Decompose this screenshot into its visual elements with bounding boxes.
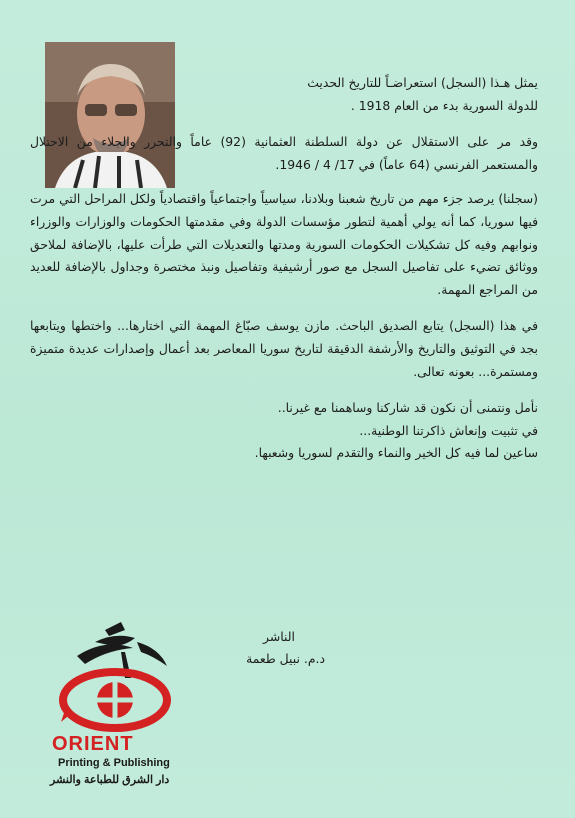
closing-line-1: نأمل ونتمنى أن نكون قد شاركنا وساهمنا مع غيرنا.. xyxy=(277,400,538,416)
intro-line-1: يمثل هـذا (السجل) استعراضـاً للتاريخ الحديث xyxy=(307,75,538,90)
brand-tagline: Printing & Publishing xyxy=(58,757,170,769)
signature xyxy=(246,626,325,670)
body-text xyxy=(30,72,538,465)
publisher-name: د.م. نبيل طعمة xyxy=(246,651,325,666)
paragraph-record-scope: (سجلنا) يرصد جزء مهم من تاريخ شعبنا وبلادنا، سياسياً واجتماعياً واقتصادياً ولكل المراحل التي مرت فيها سوريا، كما أنه يولي أهمية لتطور مؤسسات الدولة وفي مقدمتها الحكومات والوزارات والوزراء ونوابهم وفيه كل تشكيلات الحكومات السورية ومدتها والتعديلات التي طرأت عليها، بالإضافة لملاحق ووثائق تضيء على تفاصيل السجل مع صور أرشيفية وتفاصيل ونبذ مختصرة وجداول بالإضافة للعديد من المراجع المهمة. xyxy=(30,191,538,297)
paragraph-independence: وقد مر على الاستقلال عن دولة السلطنة العثمانية (92) عاماً والتحرر والجلاء من الاحتلال والمستعمر الفرنسي (64 عاماً) في 17/ 4 / 1946. xyxy=(30,134,538,172)
closing-paragraph xyxy=(30,397,538,465)
paragraph-researcher: في هذا (السجل) يتابع الصديق الباحث. مازن يوسف صبّاغ المهمة التي اختارها... واختطها ويتابعها بجد في التوثيق والتاريخ والأرشفة الدقيقة لتاريخ سوريا المعاصر بعد أعمال وإصدارات عديدة متميزة ومستمرة... بعونه تعالى. xyxy=(30,318,538,379)
closing-line-3: ساعين لما فيه كل الخير والنماء والتقدم لسوريا وشعبها. xyxy=(254,445,538,461)
brand-arabic-name: دار الشرق للطباعة والنشر xyxy=(50,774,170,786)
intro-line-2: للدولة السورية بدء من العام 1918 . xyxy=(350,97,538,113)
brand-name: ORIENT xyxy=(52,733,134,755)
publisher-label: الناشر xyxy=(263,629,295,644)
closing-line-2: في تثبيت وإنعاش ذاكرتنا الوطنية... xyxy=(359,422,538,438)
intro-paragraph xyxy=(178,72,538,117)
